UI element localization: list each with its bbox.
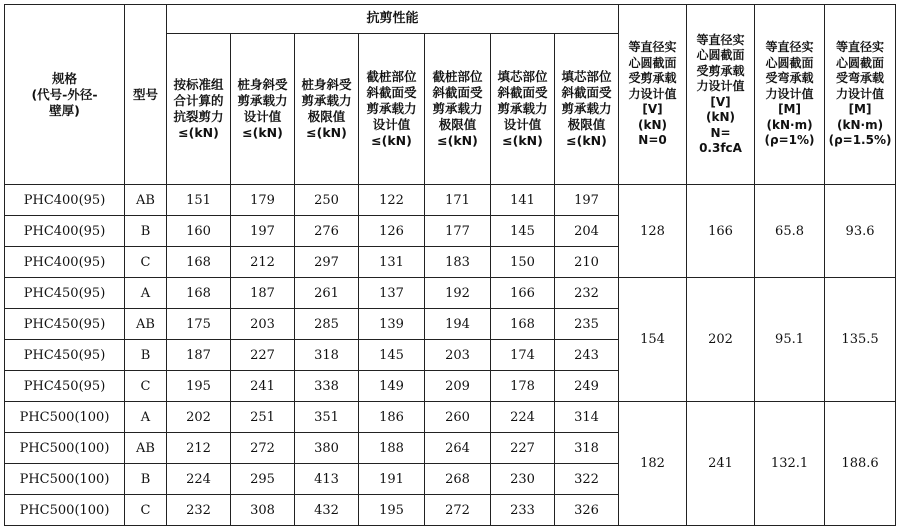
value-cell: 187 (167, 340, 231, 371)
value-cell: 174 (491, 340, 555, 371)
spec-cell: PHC400(95) (5, 216, 125, 247)
value-cell: 250 (295, 185, 359, 216)
value-cell: 272 (425, 495, 491, 526)
value-cell: 171 (425, 185, 491, 216)
value-cell: 168 (167, 278, 231, 309)
table-row (5, 278, 896, 309)
m-1pct-cell: 132.1 (755, 402, 825, 526)
fill-shear-limit-header: 填芯部位 斜截面受 剪承载力 极限值 ≤(kN) (555, 34, 619, 185)
value-cell: 285 (295, 309, 359, 340)
type-cell: A (125, 402, 167, 433)
value-cell: 212 (167, 433, 231, 464)
value-cell: 150 (491, 247, 555, 278)
value-cell: 232 (555, 278, 619, 309)
type-cell: AB (125, 433, 167, 464)
v-n0-header: 等直径实 心圆截面 受剪承载 力设计值 [V] (kN) N=0 (619, 5, 687, 185)
value-cell: 194 (425, 309, 491, 340)
value-cell: 380 (295, 433, 359, 464)
type-cell: C (125, 247, 167, 278)
m-15pct-cell: 188.6 (825, 402, 896, 526)
m-15pct-cell: 135.5 (825, 278, 896, 402)
value-cell: 230 (491, 464, 555, 495)
v-n03-cell: 241 (687, 402, 755, 526)
value-cell: 314 (555, 402, 619, 433)
value-cell: 212 (231, 247, 295, 278)
shear-group-header: 抗剪性能 (167, 5, 619, 34)
type-cell: AB (125, 185, 167, 216)
value-cell: 204 (555, 216, 619, 247)
value-cell: 160 (167, 216, 231, 247)
value-cell: 308 (231, 495, 295, 526)
value-cell: 166 (491, 278, 555, 309)
value-cell: 276 (295, 216, 359, 247)
value-cell: 131 (359, 247, 425, 278)
value-cell: 227 (231, 340, 295, 371)
spec-header: 规格 (代号-外径- 壁厚) (5, 5, 125, 185)
value-cell: 264 (425, 433, 491, 464)
value-cell: 224 (491, 402, 555, 433)
type-cell: C (125, 371, 167, 402)
value-cell: 195 (359, 495, 425, 526)
type-cell: B (125, 464, 167, 495)
m-1pct-header: 等直径实 心圆截面 受弯承载 力设计值 [M] (kN·m) (ρ=1%) (755, 5, 825, 185)
value-cell: 322 (555, 464, 619, 495)
m-1pct-cell: 65.8 (755, 185, 825, 278)
value-cell: 151 (167, 185, 231, 216)
type-cell: B (125, 340, 167, 371)
value-cell: 241 (231, 371, 295, 402)
value-cell: 297 (295, 247, 359, 278)
value-cell: 268 (425, 464, 491, 495)
value-cell: 272 (231, 433, 295, 464)
value-cell: 197 (231, 216, 295, 247)
spec-cell: PHC400(95) (5, 185, 125, 216)
value-cell: 195 (167, 371, 231, 402)
value-cell: 175 (167, 309, 231, 340)
type-header: 型号 (125, 5, 167, 185)
crack-shear-header: 按标准组 合计算的 抗裂剪力 ≤(kN) (167, 34, 231, 185)
spec-cell: PHC500(100) (5, 433, 125, 464)
spec-cell: PHC450(95) (5, 278, 125, 309)
value-cell: 249 (555, 371, 619, 402)
value-cell: 261 (295, 278, 359, 309)
value-cell: 145 (359, 340, 425, 371)
v-n0-cell: 128 (619, 185, 687, 278)
value-cell: 413 (295, 464, 359, 495)
spec-cell: PHC450(95) (5, 309, 125, 340)
spec-cell: PHC450(95) (5, 371, 125, 402)
value-cell: 233 (491, 495, 555, 526)
v-n0-cell: 154 (619, 278, 687, 402)
value-cell: 168 (167, 247, 231, 278)
value-cell: 139 (359, 309, 425, 340)
value-cell: 183 (425, 247, 491, 278)
spec-cell: PHC400(95) (5, 247, 125, 278)
value-cell: 145 (491, 216, 555, 247)
v-n0-cell: 182 (619, 402, 687, 526)
spec-cell: PHC500(100) (5, 464, 125, 495)
value-cell: 432 (295, 495, 359, 526)
type-cell: AB (125, 309, 167, 340)
value-cell: 179 (231, 185, 295, 216)
body-shear-design-header: 桩身斜受 剪承载力 设计值 ≤(kN) (231, 34, 295, 185)
value-cell: 192 (425, 278, 491, 309)
table-row (5, 402, 896, 433)
spec-cell: PHC500(100) (5, 495, 125, 526)
value-cell: 203 (231, 309, 295, 340)
v-n03-cell: 202 (687, 278, 755, 402)
value-cell: 351 (295, 402, 359, 433)
value-cell: 260 (425, 402, 491, 433)
value-cell: 137 (359, 278, 425, 309)
type-cell: B (125, 216, 167, 247)
value-cell: 318 (295, 340, 359, 371)
value-cell: 202 (167, 402, 231, 433)
value-cell: 126 (359, 216, 425, 247)
value-cell: 318 (555, 433, 619, 464)
value-cell: 243 (555, 340, 619, 371)
value-cell: 188 (359, 433, 425, 464)
cut-shear-design-header: 截桩部位 斜截面受 剪承载力 设计值 ≤(kN) (359, 34, 425, 185)
type-cell: A (125, 278, 167, 309)
value-cell: 186 (359, 402, 425, 433)
value-cell: 168 (491, 309, 555, 340)
value-cell: 191 (359, 464, 425, 495)
m-15pct-header: 等直径实 心圆截面 受弯承载 力设计值 [M] (kN·m) (ρ=1.5%) (825, 5, 896, 185)
value-cell: 232 (167, 495, 231, 526)
value-cell: 203 (425, 340, 491, 371)
value-cell: 227 (491, 433, 555, 464)
spec-table (4, 4, 896, 526)
v-n03-header: 等直径实 心圆截面 受剪承载 力设计值 [V] (kN) N= 0.3fcA (687, 5, 755, 185)
type-cell: C (125, 495, 167, 526)
value-cell: 224 (167, 464, 231, 495)
body-shear-limit-header: 桩身斜受 剪承载力 极限值 ≤(kN) (295, 34, 359, 185)
value-cell: 326 (555, 495, 619, 526)
value-cell: 251 (231, 402, 295, 433)
value-cell: 187 (231, 278, 295, 309)
value-cell: 338 (295, 371, 359, 402)
v-n03-cell: 166 (687, 185, 755, 278)
value-cell: 141 (491, 185, 555, 216)
m-1pct-cell: 95.1 (755, 278, 825, 402)
value-cell: 235 (555, 309, 619, 340)
table-row (5, 185, 896, 216)
value-cell: 149 (359, 371, 425, 402)
value-cell: 197 (555, 185, 619, 216)
cut-shear-limit-header: 截桩部位 斜截面受 剪承载力 极限值 ≤(kN) (425, 34, 491, 185)
spec-cell: PHC450(95) (5, 340, 125, 371)
value-cell: 122 (359, 185, 425, 216)
m-15pct-cell: 93.6 (825, 185, 896, 278)
fill-shear-design-header: 填芯部位 斜截面受 剪承载力 设计值 ≤(kN) (491, 34, 555, 185)
value-cell: 209 (425, 371, 491, 402)
value-cell: 177 (425, 216, 491, 247)
value-cell: 210 (555, 247, 619, 278)
spec-cell: PHC500(100) (5, 402, 125, 433)
value-cell: 178 (491, 371, 555, 402)
value-cell: 295 (231, 464, 295, 495)
